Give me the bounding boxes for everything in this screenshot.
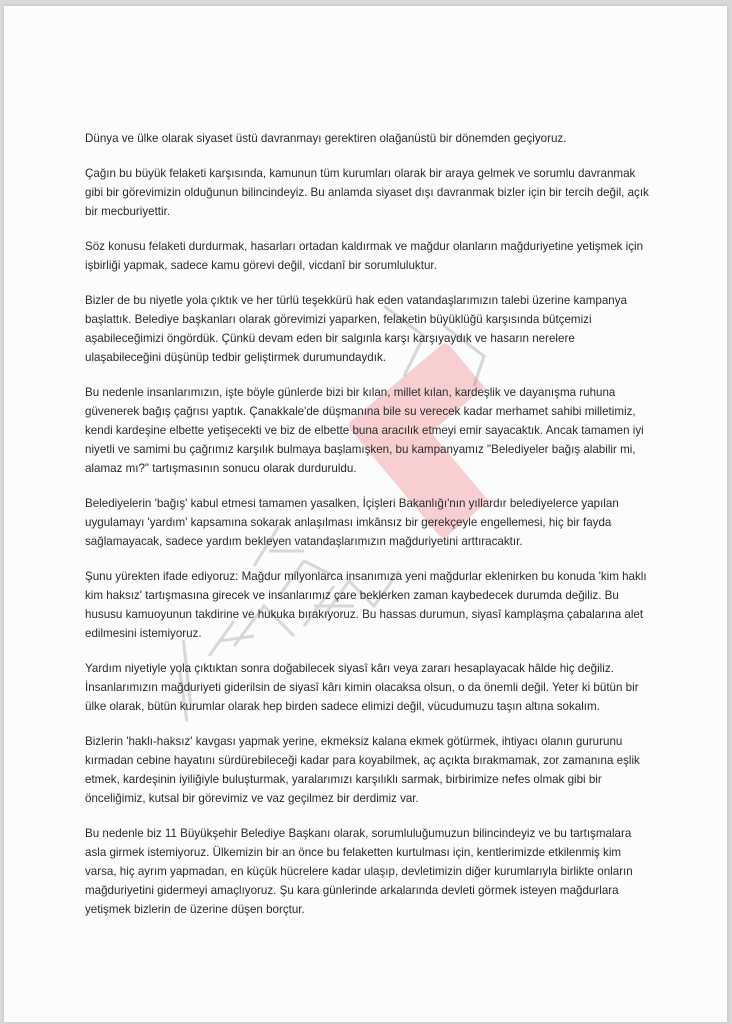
paragraph: Bizlerin 'haklı-haksız' kavgası yapmak yerine, ekmeksiz kalana ekmek götürmek, ihtiyacı olanın gururunu kırmadan cebine hayatını sürdürebileceği kadar para koyabilmek, aç açıkta bırakmamak, zor zamanına eşlik etmek, kardeşinin iyiliğiyle buluşturmak, yaralarımızı karşılıklı sarmak, birbirimize nefes olmak gibi bir önceliğimiz, kutsal bir görevimiz ve vaz geçilmez bir derdimiz var. (85, 735, 640, 805)
paragraph: Dünya ve ülke olarak siyaset üstü davranmayı gerektiren olağanüstü bir dönemden geçiyoruz. (85, 132, 567, 145)
paragraph: Yardım niyetiyle yola çıktıktan sonra doğabilecek siyasî kârı veya zararı hesaplayacak hâlde hiç değiliz. İnsanlarımızın mağduriyeti giderilsin de siyasî kârı kimin olacaksa olsun, o da önemli değil. Yeter ki bütün bir ülke olarak, bütün kurumlar olarak hep birden sadece elimizi değil, vücudumuzu taşın altına sokalım. (85, 662, 639, 713)
document-page (4, 6, 727, 1022)
paragraph: Bu nedenle biz 11 Büyükşehir Belediye Başkanı olarak, sorumluluğumuzun bilincindeyiz ve bu tartışmalara asla girmek istemiyoruz. Ülkemizin bir an önce bu felaketten kurtulması için, kentlerimizde etkilenmiş kim varsa, hiç ayrım yapmadan, en küçük hücrelere kadar ulaşıp, devletimizin diğer kurumlarıyla birlikte onların mağduriyetini gidermeyi amaçlıyoruz. Şu kara günlerinde arkalarında devleti görmek isteyen mağdurlara yetişmek bizlerin de üzerine düşen borçtur. (85, 827, 633, 916)
paragraph: Söz konusu felaketi durdurmak, hasarları ortadan kaldırmak ve mağdur olanların mağduriyetine yetişmek için işbirliği yapmak, sadece kamu görevi değil, vicdanî bir sorumluluktur. (85, 240, 644, 272)
paragraph: Şunu yürekten ifade ediyoruz: Mağdur milyonlarca insanımıza yeni mağdurlar eklenirken bu konuda 'kim haklı kim haksız' tartışmasına girecek ve insanlarımız çare beklerken zaman kaybedecek durumda değiliz. Bu hususu kamuoyunun takdirine ve hukuka bırakıyoruz. Bu hassas durumun, siyasî kamplaşma çabalarına alet edilmesini istemiyoruz. (85, 570, 647, 640)
document-body (85, 129, 650, 935)
paragraph: Bu nedenle insanlarımızın, işte böyle günlerde bizi bir kılan, millet kılan, kardeşlik ve dayanışma ruhuna güvenerek bağış çağrısı yaptık. Çanakkale'de düşmanına bile su verecek kadar merhamet sahibi milletimiz, kendi kardeşine elbette yetişecekti ve biz de elbette buna aracılık etmeyi emir sayacaktık. Ancak tamamen iyi niyetli ve samimi bu çağrımız karşılık bulmaya başlamışken, bu kampanyamız "Belediyeler bağış alabilir mi, alamaz mı?" tartışmasının sonucu olarak durduruldu. (85, 386, 644, 475)
paragraph: Belediyelerin 'bağış' kabul etmesi tamamen yasalken, İçişleri Bakanlığı'nın yıllardır belediyelerce yapılan uygulamayı 'yardım' kapsamına sokarak anlaşılması imkânsız bir gerekçeyle engellemesi, hiç bir fayda sağlamayacak, sadece yardım bekleyen vatandaşlarımızın mağduriyetini arttıracaktır. (85, 497, 619, 548)
paragraph: Çağın bu büyük felaketi karşısında, kamunun tüm kurumları olarak bir araya gelmek ve sorumlu davranmak gibi bir görevimizin olduğunun bilincindeyiz. Bu anlamda siyaset dışı davranmak bizler için bir tercih değil, açık bir mecburiyettir. (85, 167, 649, 218)
paragraph: Bizler de bu niyetle yola çıktık ve her türlü teşekkürü hak eden vatandaşlarımızın talebi üzerine kampanya başlattık. Belediye başkanları olarak görevimizi yaparken, felaketin büyüklüğü karşısında bütçemizi aşabileceğimizi öngördük. Çünkü devam eden bir salgınla karşı karşıyaydık ve hasarın nerelere ulaşabileceğini düşünüp tedbir geliştirmek durumundaydık. (85, 294, 627, 364)
